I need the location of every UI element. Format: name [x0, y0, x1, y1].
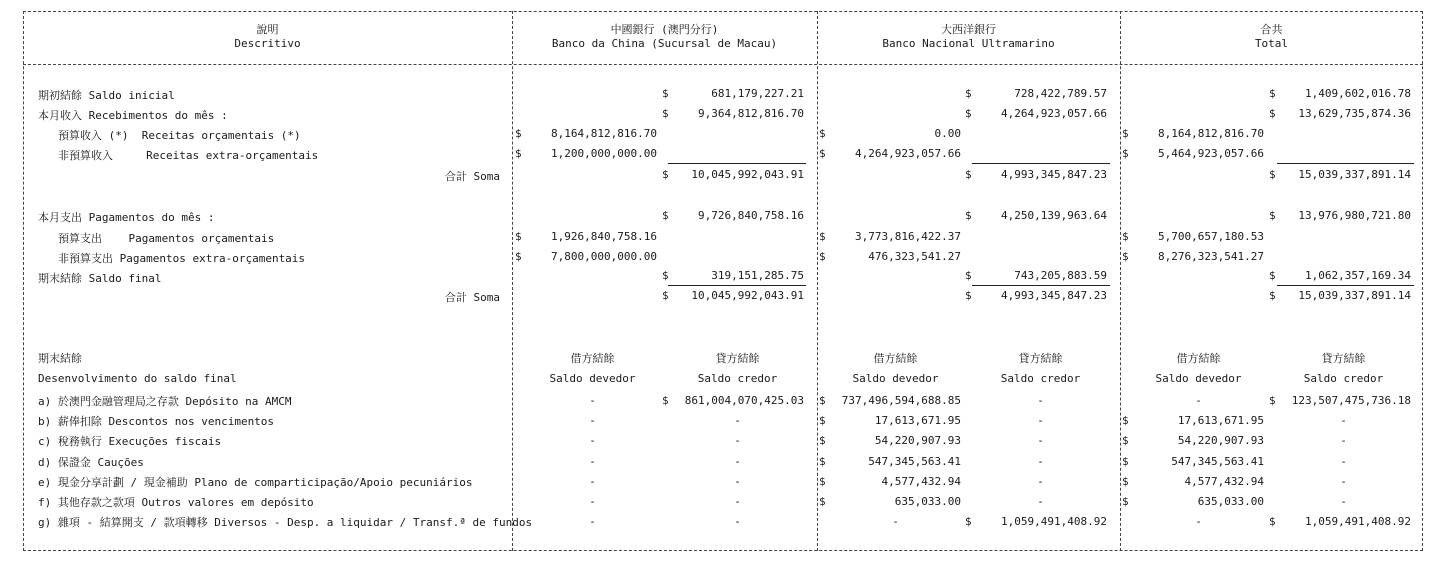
development-value: 635,033.00	[1197, 495, 1264, 508]
value-bnu: 4,993,345,847.23	[1001, 289, 1107, 302]
currency-sign: $	[965, 515, 972, 528]
development-value: 861,004,070,425.03	[684, 394, 804, 407]
boc-credit-head-pt: Saldo credor	[697, 372, 778, 385]
sum-underline	[668, 163, 806, 164]
header-total-pt: Total	[1254, 37, 1289, 50]
currency-sign: $	[662, 209, 669, 222]
total-debit-head-cn: 借方結餘	[1176, 352, 1221, 365]
development-item-label: d) 保證金 Cauções	[38, 456, 144, 469]
currency-sign: $	[819, 394, 826, 407]
currency-sign: $	[1269, 269, 1276, 282]
currency-sign: $	[662, 107, 669, 120]
currency-sign: $	[662, 394, 669, 407]
header-divider	[23, 64, 1423, 65]
value-boc: 1,926,840,758.16	[551, 230, 657, 243]
value-boc: 319,151,285.75	[711, 269, 804, 282]
currency-sign: $	[1269, 87, 1276, 100]
development-value: 547,345,563.41	[1171, 455, 1264, 468]
bnu-credit-head-pt: Saldo credor	[1000, 372, 1081, 385]
currency-sign: $	[1269, 168, 1276, 181]
bnu-credit-head-cn: 貸方結餘	[1018, 352, 1063, 365]
empty-dash: -	[1340, 434, 1347, 447]
development-value: 4,577,432.94	[1184, 475, 1264, 488]
value-boc: 1,200,000,000.00	[551, 147, 657, 160]
empty-dash: -	[734, 515, 741, 528]
value-boc: 10,045,992,043.91	[691, 289, 804, 302]
currency-sign: $	[819, 127, 826, 140]
column-divider	[817, 11, 818, 551]
header-boc-cn: 中國銀行 (澳門分行)	[610, 23, 719, 36]
column-divider	[512, 11, 513, 551]
empty-dash: -	[734, 475, 741, 488]
total-debit-head-pt: Saldo devedor	[1155, 372, 1242, 385]
empty-dash: -	[1037, 414, 1044, 427]
currency-sign: $	[819, 414, 826, 427]
value-bnu: 4,993,345,847.23	[1001, 168, 1107, 181]
value-total: 1,062,357,169.34	[1305, 269, 1411, 282]
empty-dash: -	[1195, 394, 1202, 407]
development-item-label: g) 雜項 - 結算開支 / 款項轉移 Diversos - Desp. a liquidar / Transf.ª de fundos	[38, 516, 533, 529]
value-boc: 681,179,227.21	[711, 87, 804, 100]
currency-sign: $	[1122, 475, 1129, 488]
currency-sign: $	[965, 87, 972, 100]
currency-sign: $	[965, 269, 972, 282]
empty-dash: -	[589, 475, 596, 488]
empty-dash: -	[1037, 394, 1044, 407]
value-total: 8,164,812,816.70	[1158, 127, 1264, 140]
empty-dash: -	[1340, 475, 1347, 488]
development-value: 737,496,594,688.85	[841, 394, 961, 407]
value-total: 8,276,323,541.27	[1158, 250, 1264, 263]
development-value: 547,345,563.41	[868, 455, 961, 468]
row-label-pagamentos-extra: 非預算支出 Pagamentos extra-orçamentais	[58, 252, 306, 265]
currency-sign: $	[1122, 250, 1129, 263]
currency-sign: $	[1269, 289, 1276, 302]
value-bnu: 743,205,883.59	[1014, 269, 1107, 282]
currency-sign: $	[819, 455, 826, 468]
empty-dash: -	[734, 495, 741, 508]
development-item-label: e) 現金分享計劃 / 現金補助 Plano de comparticipação/Apoio pecuniários	[38, 476, 473, 489]
empty-dash: -	[892, 515, 899, 528]
empty-dash: -	[589, 434, 596, 447]
sum-underline	[668, 285, 806, 286]
row-label-receitas-extra: 非預算收入 Receitas extra-orçamentais	[58, 149, 319, 162]
development-value: 54,220,907.93	[1177, 434, 1264, 447]
row-label-pagamentos: 本月支出 Pagamentos do mês :	[38, 211, 215, 224]
value-bnu: 0.00	[934, 127, 961, 140]
empty-dash: -	[589, 455, 596, 468]
development-title-cn: 期末結餘	[38, 352, 82, 365]
value-bnu: 3,773,816,422.37	[855, 230, 961, 243]
sum-underline	[1277, 285, 1414, 286]
value-boc: 7,800,000,000.00	[551, 250, 657, 263]
sum-underline	[972, 285, 1110, 286]
development-item-label: c) 稅務執行 Execuções fiscais	[38, 435, 222, 448]
column-divider	[1120, 11, 1121, 551]
currency-sign: $	[515, 127, 522, 140]
currency-sign: $	[662, 87, 669, 100]
bnu-debit-head-pt: Saldo devedor	[852, 372, 939, 385]
development-value: 54,220,907.93	[874, 434, 961, 447]
row-label-pagamentos-orcamentais: 預算支出 Pagamentos orçamentais	[58, 232, 275, 245]
header-desc-cn: 說明	[256, 23, 279, 36]
development-item-label: f) 其他存款之款項 Outros valores em depósito	[38, 496, 314, 509]
empty-dash: -	[1340, 455, 1347, 468]
empty-dash: -	[589, 394, 596, 407]
development-value: 17,613,671.95	[874, 414, 961, 427]
development-value: 635,033.00	[894, 495, 961, 508]
total-credit-head-cn: 貸方結餘	[1321, 352, 1366, 365]
value-bnu: 4,250,139,963.64	[1001, 209, 1107, 222]
empty-dash: -	[1340, 414, 1347, 427]
currency-sign: $	[819, 475, 826, 488]
currency-sign: $	[1122, 147, 1129, 160]
header-bnu-cn: 大西洋銀行	[941, 23, 996, 36]
development-value: 1,059,491,408.92	[1305, 515, 1411, 528]
development-value: 4,577,432.94	[881, 475, 961, 488]
currency-sign: $	[1269, 107, 1276, 120]
currency-sign: $	[1122, 127, 1129, 140]
empty-dash: -	[734, 434, 741, 447]
boc-debit-head-pt: Saldo devedor	[549, 372, 636, 385]
development-value: 17,613,671.95	[1177, 414, 1264, 427]
empty-dash: -	[734, 455, 741, 468]
currency-sign: $	[662, 168, 669, 181]
currency-sign: $	[819, 147, 826, 160]
currency-sign: $	[965, 168, 972, 181]
value-bnu: 728,422,789.57	[1014, 87, 1107, 100]
development-value: 1,059,491,408.92	[1001, 515, 1107, 528]
currency-sign: $	[965, 209, 972, 222]
currency-sign: $	[1269, 515, 1276, 528]
currency-sign: $	[1122, 495, 1129, 508]
empty-dash: -	[1037, 495, 1044, 508]
value-total: 5,464,923,057.66	[1158, 147, 1264, 160]
empty-dash: -	[589, 414, 596, 427]
boc-debit-head-cn: 借方結餘	[570, 352, 615, 365]
header-boc-pt: Banco da China (Sucursal de Macau)	[551, 37, 778, 50]
development-item-label: b) 薪俸扣除 Descontos nos vencimentos	[38, 415, 275, 428]
currency-sign: $	[1269, 209, 1276, 222]
currency-sign: $	[819, 230, 826, 243]
value-boc: 10,045,992,043.91	[691, 168, 804, 181]
row-label-saldo-inicial: 期初結餘 Saldo inicial	[38, 89, 175, 102]
value-total: 13,976,980,721.80	[1298, 209, 1411, 222]
empty-dash: -	[589, 515, 596, 528]
empty-dash: -	[1195, 515, 1202, 528]
value-boc: 8,164,812,816.70	[551, 127, 657, 140]
boc-credit-head-cn: 貸方結餘	[715, 352, 760, 365]
row-label-soma: 合計 Soma	[444, 291, 500, 304]
currency-sign: $	[515, 250, 522, 263]
sum-underline	[1277, 163, 1414, 164]
header-bnu-pt: Banco Nacional Ultramarino	[882, 37, 1055, 50]
total-credit-head-pt: Saldo credor	[1303, 372, 1384, 385]
value-total: 5,700,657,180.53	[1158, 230, 1264, 243]
empty-dash: -	[734, 414, 741, 427]
row-label-receitas-orcamentais: 預算收入 (*) Receitas orçamentais (*)	[58, 129, 301, 142]
currency-sign: $	[662, 269, 669, 282]
currency-sign: $	[965, 289, 972, 302]
currency-sign: $	[662, 289, 669, 302]
development-title-pt: Desenvolvimento do saldo final	[38, 372, 237, 385]
row-label-soma: 合計 Soma	[444, 170, 500, 183]
value-bnu: 4,264,923,057.66	[1001, 107, 1107, 120]
header-total-cn: 合共	[1260, 23, 1283, 36]
development-item-label: a) 於澳門金融管理局之存款 Depósito na AMCM	[38, 395, 292, 408]
value-boc: 9,726,840,758.16	[698, 209, 804, 222]
currency-sign: $	[515, 230, 522, 243]
value-total: 1,409,602,016.78	[1305, 87, 1411, 100]
empty-dash: -	[1037, 434, 1044, 447]
header-desc-pt: Descritivo	[234, 37, 301, 50]
value-boc: 9,364,812,816.70	[698, 107, 804, 120]
currency-sign: $	[819, 495, 826, 508]
value-total: 15,039,337,891.14	[1298, 289, 1411, 302]
currency-sign: $	[1122, 414, 1129, 427]
currency-sign: $	[515, 147, 522, 160]
value-bnu: 476,323,541.27	[868, 250, 961, 263]
row-label-recebimentos: 本月收入 Recebimentos do mês :	[38, 109, 228, 122]
value-bnu: 4,264,923,057.66	[855, 147, 961, 160]
currency-sign: $	[819, 250, 826, 263]
currency-sign: $	[1122, 230, 1129, 243]
currency-sign: $	[965, 107, 972, 120]
sum-underline	[972, 163, 1110, 164]
development-value: 123,507,475,736.18	[1291, 394, 1411, 407]
empty-dash: -	[1037, 455, 1044, 468]
currency-sign: $	[819, 434, 826, 447]
empty-dash: -	[589, 495, 596, 508]
empty-dash: -	[1340, 495, 1347, 508]
currency-sign: $	[1122, 455, 1129, 468]
row-label-saldo-final: 期末結餘 Saldo final	[38, 272, 162, 285]
value-total: 15,039,337,891.14	[1298, 168, 1411, 181]
empty-dash: -	[1037, 475, 1044, 488]
value-total: 13,629,735,874.36	[1298, 107, 1411, 120]
currency-sign: $	[1269, 394, 1276, 407]
currency-sign: $	[1122, 434, 1129, 447]
bnu-debit-head-cn: 借方結餘	[873, 352, 918, 365]
